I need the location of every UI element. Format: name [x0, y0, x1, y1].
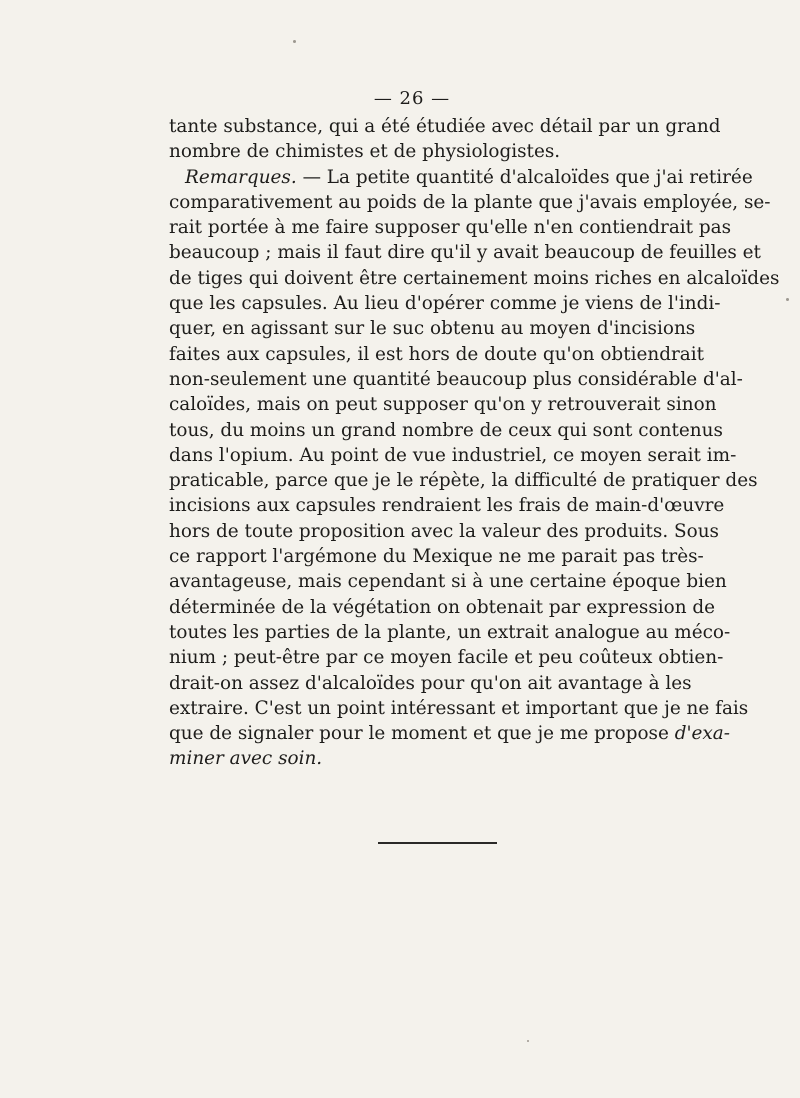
text-line: nombre de chimistes et de physiologistes. — [169, 141, 561, 163]
closing-italic: d'exa- — [674, 723, 730, 745]
text-line: déterminée de la végétation on obtenait par expression de — [169, 596, 716, 618]
text-line: beaucoup ; mais il faut dire qu'il y avait beaucoup de feuilles et — [169, 242, 761, 264]
text-line: comparativement au poids de la plante que j'avais employée, se- — [169, 191, 771, 213]
text-line: drait-on assez d'alcaloïdes pour qu'on ait avantage à les — [169, 672, 692, 694]
paper-speck — [293, 40, 296, 43]
text-line: faites aux capsules, il est hors de doute qu'on obtiendrait — [169, 343, 704, 365]
text-line: incisions aux capsules rendraient les frais de main-d'œuvre — [169, 495, 725, 517]
text-line: nium ; peut-être par ce moyen facile et peu coûteux obtien- — [169, 647, 724, 669]
closing-rule — [378, 842, 497, 844]
final-line: miner avec soin. — [169, 748, 323, 770]
text-line: hors de toute proposition avec la valeur des produits. Sous — [169, 520, 719, 542]
remarques-text: — La petite quantité d'alcaloïdes que j'ai retirée — [296, 166, 753, 188]
text-line: tous, du moins un grand nombre de ceux qui sont contenus — [169, 419, 723, 441]
text-line: caloïdes, mais on peut supposer qu'on y retrouverait sinon — [169, 394, 717, 416]
paper-speck — [786, 298, 789, 301]
text-line: dans l'opium. Au point de vue industriel, ce moyen serait im- — [169, 444, 737, 466]
text-line: rait portée à me faire supposer qu'elle n'en contiendrait pas — [169, 217, 732, 239]
text-line: avantageuse, mais cependant si à une certaine époque bien — [169, 571, 727, 593]
page-number: — 26 — — [373, 88, 451, 109]
text-line: que les capsules. Au lieu d'opérer comme je viens de l'indi- — [169, 293, 721, 315]
text-line: non-seulement une quantité beaucoup plus considérable d'al- — [169, 368, 743, 390]
remarques-label: Remarques. — [185, 166, 297, 188]
text-line: ce rapport l'argémone du Mexique ne me parait pas très- — [169, 546, 704, 568]
text-line: quer, en agissant sur le suc obtenu au moyen d'incisions — [169, 318, 696, 340]
text-line: extraire. C'est un point intéressant et important que je ne fais — [169, 697, 749, 719]
paper-speck — [527, 1040, 529, 1042]
text-line: praticable, parce que je le répète, la difficulté de pratiquer des — [169, 470, 758, 492]
remarques-line — [169, 165, 753, 190]
closing-text: que de signaler pour le moment et que je me propose — [169, 723, 675, 745]
body-text — [169, 114, 780, 772]
text-line: tante substance, qui a été étudiée avec détail par un grand — [169, 116, 721, 137]
closing-line — [169, 721, 730, 746]
text-line: toutes les parties de la plante, un extrait analogue au méco- — [169, 621, 731, 643]
text-line: de tiges qui doivent être certainement moins riches en alcaloïdes — [169, 267, 780, 289]
